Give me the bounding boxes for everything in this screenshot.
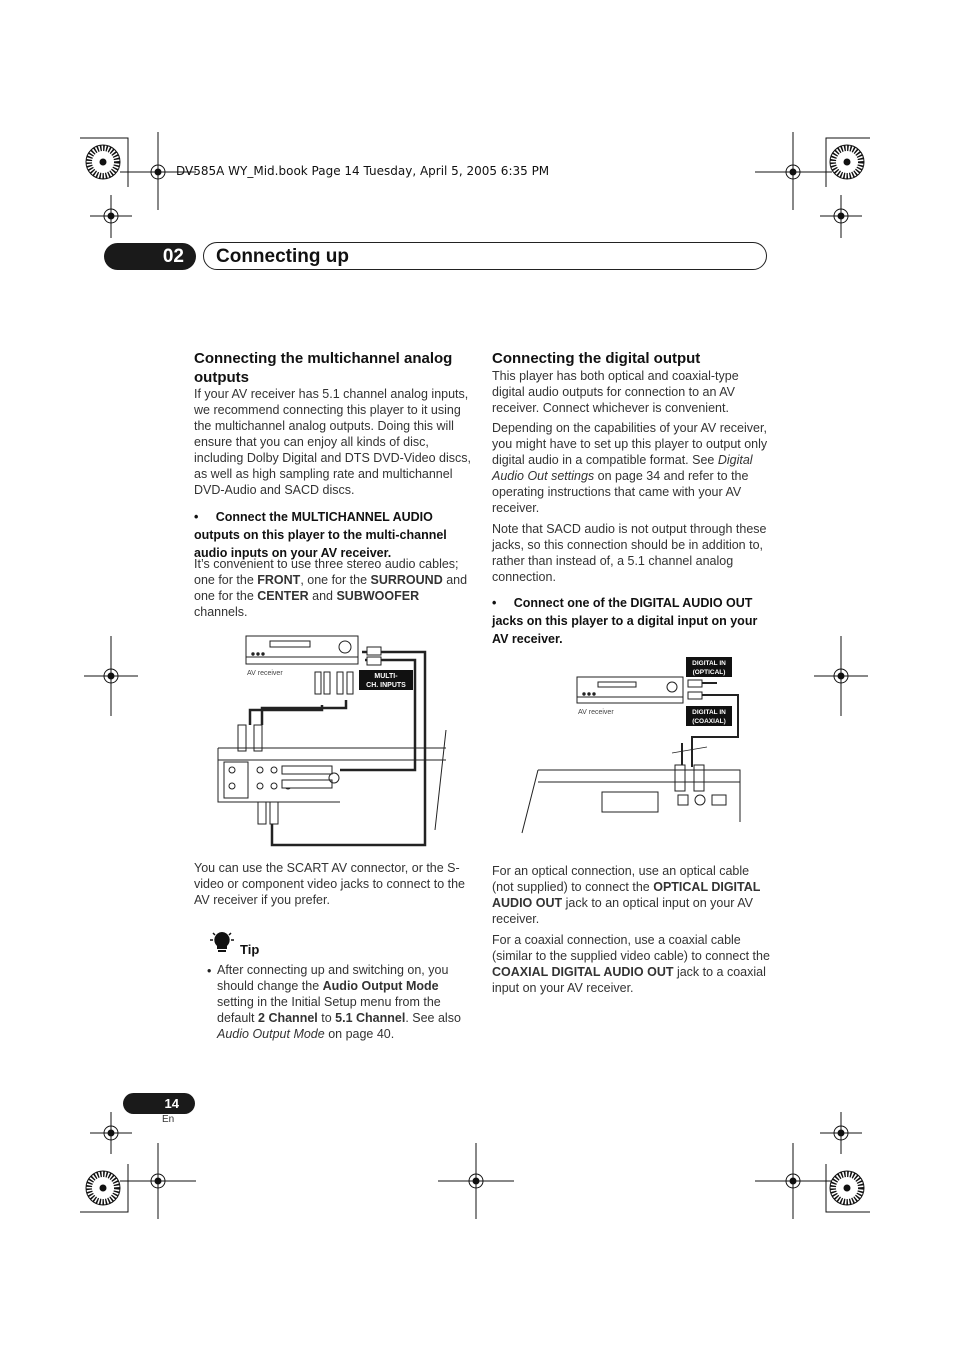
section-heading-digital: Connecting the digital output: [492, 350, 701, 367]
sunburst-mark-top-right: [830, 145, 864, 179]
crosshair-mark: [820, 195, 862, 238]
tip-bullet-dot: •: [207, 964, 212, 978]
bullet-text: Connect the MULTICHANNEL AUDIO outputs on this player to the multi-channel audio inputs on your AV receiver.: [194, 510, 447, 560]
tip-label: Tip: [240, 942, 260, 957]
section-heading-multichannel: Connecting the multichannel analog outputs: [194, 350, 453, 386]
optical-instructions: For an optical connection, use an optical cable (not supplied) to connect the OPTICAL DIGITAL AUDIO OUT jack to an optical input on your AV receiver.: [492, 864, 761, 926]
multichannel-connection-diagram: [210, 630, 460, 850]
coaxial-instructions: For a coaxial connection, use a coaxial cable (similar to the supplied video cable) to connect the COAXIAL DIGITAL AUDIO OUT jack to a coaxial input on your AV receiver.: [492, 933, 770, 995]
bullet-text: Connect one of the DIGITAL AUDIO OUT jacks on this player to a digital input on your AV receiver.: [492, 596, 758, 646]
crosshair-mark: [84, 636, 138, 716]
optical-label-1: DIGITAL IN: [692, 660, 726, 667]
page-number: 14: [123, 1093, 195, 1114]
crosshair-mark: [755, 132, 832, 210]
digital-bullet: [492, 594, 772, 648]
tip-icon: [208, 930, 238, 959]
crosshair-mark: [755, 1143, 832, 1219]
crosshair-mark: [90, 195, 132, 238]
bullet-dot: •: [194, 510, 216, 524]
digital-connection-diagram: [512, 655, 750, 835]
optical-label-2: (OPTICAL): [692, 669, 726, 676]
scart-note: You can use the SCART AV connector, or the S-video or component video jacks to connect to the AV receiver if you prefer.: [194, 861, 465, 907]
crosshair-mark: [820, 1112, 862, 1154]
multi-ch-label-2: CH. INPUTS: [366, 682, 406, 689]
chapter-title: Connecting up: [216, 246, 349, 267]
crosshair-mark: [120, 1143, 196, 1219]
chapter-number: 02: [104, 243, 196, 270]
language-code: En: [162, 1114, 175, 1125]
bullet-body: It’s convenient to use three stereo audio cables; one for the FRONT, one for the SURROUND and one for the CENTER and SUBWOOFER channels.: [194, 557, 468, 619]
file-header: DV585A WY_Mid.book Page 14 Tuesday, April 5, 2005 6:35 PM: [176, 164, 550, 178]
crosshair-mark: [438, 1143, 514, 1219]
sunburst-mark-bottom-right: [830, 1171, 864, 1205]
multi-ch-label-1: MULTI-: [374, 673, 398, 680]
tip-text: After connecting up and switching on, you should change the Audio Output Mode setting in the Initial Setup menu from the default 2 Channel to 5.1 Channel. See also Audio Output Mode on page 40.: [217, 963, 461, 1041]
digital-p1: This player has both optical and coaxial-type digital audio outputs for connection to an AV receiver. Connect whichever is convenient.: [492, 369, 739, 415]
multichannel-bullet: [194, 508, 472, 562]
sunburst-mark-top-left: [86, 145, 120, 179]
receiver-label: AV receiver: [578, 709, 614, 716]
coaxial-label-1: DIGITAL IN: [692, 709, 726, 716]
digital-p3: Note that SACD audio is not output through these jacks, so this connection should be in addition to, rather than instead of, a 5.1 channel analog connection.: [492, 522, 767, 584]
coaxial-label-2: (COAXIAL): [692, 718, 726, 725]
crosshair-mark: [814, 636, 868, 716]
receiver-label: AV receiver: [247, 670, 283, 677]
multichannel-intro: If your AV receiver has 5.1 channel analog inputs, we recommend connecting this player to it using the multichannel analog outputs. Doing this will ensure that you can enjoy all kinds of disc, including Dolby Digital and DTS DVD-Video discs, as well as high sampling rate and multichannel DVD-Audio and SACD discs.: [194, 387, 471, 497]
bullet-dot: •: [492, 596, 514, 610]
crosshair-mark: [90, 1112, 132, 1154]
sunburst-mark-bottom-left: [86, 1171, 120, 1205]
digital-p2: Depending on the capabilities of your AV receiver, you might have to set up this player to output only digital audio in a compatible format. See Digital Audio Out settings on page 34 and refer to the operating instructions that came with your AV receiver.: [492, 421, 768, 515]
